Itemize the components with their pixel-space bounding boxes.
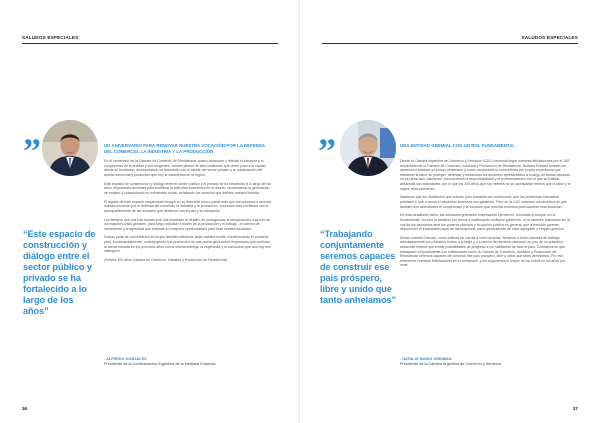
paragraph: Desde la Cámara Argentina de Comercio y Servicios (CAC) hacemos llegar nuestras felicitaciones por el 100° Aniversario de la Cámara de Comercio, Industria y Producción de Resistencia. Nuestra Entidad también se apresura a celebrar su primer centenario y como usualmente lo concurrimos por propia experiencia que mantener la labor de proteger, defender y desarrollar los sectores representados a lo largo de tantas décadas no es tarea fácil. Asimismo, reconocemos la responsabilidad y el profesionalismo con el que la Entidad desarrolla sus actividades, por lo que los 100 años que hoy celebra no se acompañan menos que la labor y el mayor reconocimiento.: [400, 159, 571, 191]
signature-name: - NATALIO MARIO GRINMAN: [400, 357, 452, 361]
right-page: [300, 0, 600, 423]
paragraph: Sabemos que los obstáculos que nuestro país presenta son numerosos, que los problemas irresueltos persisten y que a veces el desánimo amenaza con ganarnos. Pero en la CAC estamos convencidos de que también son abundantes el compromiso y la vocación que muchos tenemos para cambiar esta situación.: [400, 195, 567, 209]
signature-role: Presidente de la Confederación Argentina de la Mediana Empresa: [104, 362, 216, 366]
quote-mark-icon: ”: [23, 131, 41, 171]
paragraph: Los tiempos que nos han tocado vivir nos enfrentan al desafío de protagonizar la recuperación, tras uno de los mayores crisis globales, para luego impulsar a través de la producción y el trabajo, un camino de crecimiento y prosperidad que redunde en mayores oportunidades para toda nuestra sociedad.: [104, 217, 270, 231]
signature-name: - ALFREDO GONZÁLEZ: [104, 357, 147, 361]
article-heading: UN ANIVERSARIO PARA RENOVAR NUESTRA VOCACIÓN POR LA DEFENSA DEL COMERCIO, LA INDUSTRIA Y LA PRODUCCIÓN: [104, 143, 265, 154]
portrait-photo: [42, 120, 98, 176]
portrait-photo-icon: [42, 120, 98, 176]
paragraph: ¡Felices 100 años Cámara de Comercio, Industria y Producción de Resistencia!: [104, 258, 228, 263]
pull-quote: “Trabajando conjuntamente seremos capaces de construir ese país próspero, libre y unido que tanto anhelamos”: [320, 229, 396, 305]
paragraph: Somos parte de una tradición en la que también debemos dejar nuestra huella, transformando el presente, pero, fundamentalmente, contribuyendo a la promoción de una nueva generación empresaria que continúe la senda trazada en los próximos años con la misma entrega: la esperanza y la convicción que aún hoy nos distinguen.: [104, 235, 271, 254]
page-number: 37: [572, 406, 578, 411]
article-body: [104, 159, 272, 267]
portrait-photo: [340, 120, 396, 176]
quote-mark-icon: ”: [318, 131, 336, 171]
section-label: SALUDOS ESPECIALES: [521, 35, 578, 40]
paragraph: Desde nuestra Cámara, como entidad de cúpula a nivel nacional, llevamos a firme voluntad de trabajar articuladamente con nuestros socios a lo largo y a lo ancho del territorio nacional, en pos de un auténtico desarrollo federal que brinde posibilidades de progreso a los habitantes de todo el país. Confiamos en que trabajando conjuntamente con instituciones como la Cámara de Comercio, Industria y Producción de Resistencia seremos capaces de construir ese país próspero, libre y unido que tanto anhelamos. Por eso reiteramos nuestras felicitaciones en el centenario, y les auguramos el mayor de los éxitos en los años por venir.: [400, 235, 566, 268]
paragraph: Este espacio de construcción y diálogo entre el sector público y el privado se ha fortalecido a lo largo de los años, impulsando acciones para mobilizar la actividad económica en el distrito, favoreciendo la generación de empleo y consolidando su entramado social, señalando los sentidos que definen nuestra historia.: [104, 181, 271, 195]
signature-block: [104, 357, 279, 367]
header-rule: [22, 43, 278, 44]
article-body: [400, 159, 572, 272]
paragraph: El legado de este espacio empresarial ensaya en su dirección como puede más que convocamos a renovar nuestra vocación por la defensa del comercio, la industria y la producción, honrando esta confianza con el acompañamiento de las acciones que debemos con el país y su desarrollo.: [104, 199, 272, 213]
paragraph: En esta desafiante tarea, las entidades gremiales empresarias ejercemos, honradas a cumplir un rol fundamental. No solo la tradición por bonos y reafirmando múltiples gobiernos, si no también buscamos ser la voz de los asociados ante los poderes públicos y la opinión pública en general, que a menudo parecen desconocer el invalorable papel de las empresas como generadoras de valor agregado y empleo genuino.: [400, 213, 571, 232]
signature-role: Presidente de la Cámara Argentina de Comercio y Servicios: [400, 362, 502, 366]
pull-quote: “Este espacio de construcción y diálogo entre el sector público y privado se ha fortalecido a lo largo de los años”: [23, 229, 96, 316]
page-number: 36: [22, 406, 28, 411]
header-rule: [322, 43, 578, 44]
article-heading: UNA ENTIDAD GREMIAL CON UN ROL FUNDAMENTAL: [400, 143, 515, 148]
paragraph: En el centenario de la Cámara de Comercio de Resistencia, quiero reconocer y felicitar el esfuerzo y el compromiso de la entidad y sus dirigentes, valores plenos de este institución que viene junto a la ciudad, desde su fundación, acompañando su desarrollo con el aporte del sector privado y la colaboración del ámbito comercial y productivo que hoy le caracteriza en la región.: [104, 159, 267, 177]
portrait-photo-icon: [340, 120, 396, 176]
section-label: SALUDOS ESPECIALES: [22, 35, 79, 40]
signature-block: [400, 357, 580, 367]
